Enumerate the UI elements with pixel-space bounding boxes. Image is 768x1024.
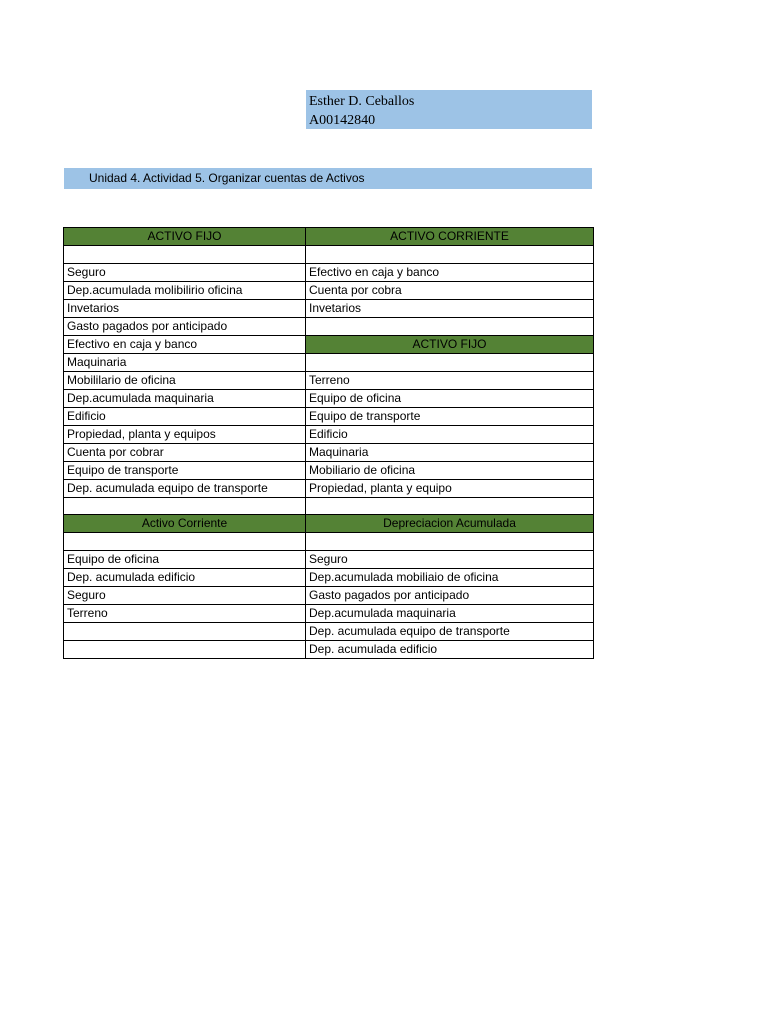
account-cell: Dep. acumulada edificio — [306, 641, 594, 659]
account-cell: Edificio — [306, 425, 594, 443]
account-cell: Dep.acumulada mobiliaio de oficina — [306, 569, 594, 587]
account-cell: Equipo de oficina — [64, 551, 306, 569]
account-cell: Terreno — [64, 605, 306, 623]
table-row — [64, 353, 594, 371]
account-cell — [306, 246, 594, 264]
table-row — [64, 246, 594, 264]
section-header-cell: ACTIVO FIJO — [64, 228, 306, 246]
accounts-table-body — [64, 228, 594, 659]
student-info-box — [306, 90, 592, 129]
account-cell: Gasto pagados por anticipado — [306, 587, 594, 605]
table-row — [64, 263, 594, 281]
account-cell: Propiedad, planta y equipos — [64, 425, 306, 443]
table-row — [64, 443, 594, 461]
accounts-table — [63, 227, 594, 659]
account-cell: Equipo de oficina — [306, 389, 594, 407]
table-row — [64, 407, 594, 425]
table-row — [64, 623, 594, 641]
account-cell: Dep. acumulada equipo de transporte — [64, 479, 306, 497]
account-cell: Terreno — [306, 371, 594, 389]
table-header-row — [64, 228, 594, 246]
table-row — [64, 641, 594, 659]
section-header-cell: Activo Corriente — [64, 515, 306, 533]
account-cell: Mobiliario de oficina — [306, 461, 594, 479]
table-row — [64, 479, 594, 497]
account-cell: Cuenta por cobra — [306, 281, 594, 299]
account-cell: Dep.acumulada maquinaria — [306, 605, 594, 623]
account-cell: Propiedad, planta y equipo — [306, 479, 594, 497]
account-cell: Seguro — [64, 263, 306, 281]
section-header-cell: ACTIVO FIJO — [306, 335, 594, 353]
account-cell: Efectivo en caja y banco — [306, 263, 594, 281]
account-cell — [306, 533, 594, 551]
account-cell — [64, 246, 306, 264]
account-cell: Edificio — [64, 407, 306, 425]
account-cell — [64, 623, 306, 641]
account-cell: Dep. acumulada equipo de transporte — [306, 623, 594, 641]
account-cell — [306, 353, 594, 371]
account-cell: Maquinaria — [64, 353, 306, 371]
account-cell — [64, 641, 306, 659]
activity-title: Unidad 4. Actividad 5. Organizar cuentas de Activos — [64, 168, 592, 189]
table-row — [64, 425, 594, 443]
table-row — [64, 461, 594, 479]
section-header-cell: ACTIVO CORRIENTE — [306, 228, 594, 246]
table-row — [64, 281, 594, 299]
table-row — [64, 533, 594, 551]
account-cell: Dep. acumulada edificio — [64, 569, 306, 587]
table-row — [64, 587, 594, 605]
account-cell: Dep.acumulada maquinaria — [64, 389, 306, 407]
table-row — [64, 335, 594, 353]
account-cell: Invetarios — [64, 299, 306, 317]
table-row — [64, 371, 594, 389]
table-row — [64, 569, 594, 587]
student-id: A00142840 — [309, 113, 376, 128]
account-cell: Gasto pagados por anticipado — [64, 317, 306, 335]
account-cell — [64, 533, 306, 551]
account-cell: Dep.acumulada molibilirio oficina — [64, 281, 306, 299]
account-cell — [64, 497, 306, 515]
table-row — [64, 389, 594, 407]
account-cell: Equipo de transporte — [306, 407, 594, 425]
section-header-cell: Depreciacion Acumulada — [306, 515, 594, 533]
account-cell: Mobililario de oficina — [64, 371, 306, 389]
account-cell: Seguro — [64, 587, 306, 605]
student-name: Esther D. Ceballos — [309, 94, 415, 109]
table-row — [64, 497, 594, 515]
account-cell: Seguro — [306, 551, 594, 569]
table-row — [64, 551, 594, 569]
account-cell: Equipo de transporte — [64, 461, 306, 479]
account-cell — [306, 317, 594, 335]
table-row — [64, 299, 594, 317]
account-cell: Invetarios — [306, 299, 594, 317]
account-cell — [306, 497, 594, 515]
table-row — [64, 605, 594, 623]
table-header-row — [64, 515, 594, 533]
table-row — [64, 317, 594, 335]
account-cell: Cuenta por cobrar — [64, 443, 306, 461]
account-cell: Efectivo en caja y banco — [64, 335, 306, 353]
account-cell: Maquinaria — [306, 443, 594, 461]
